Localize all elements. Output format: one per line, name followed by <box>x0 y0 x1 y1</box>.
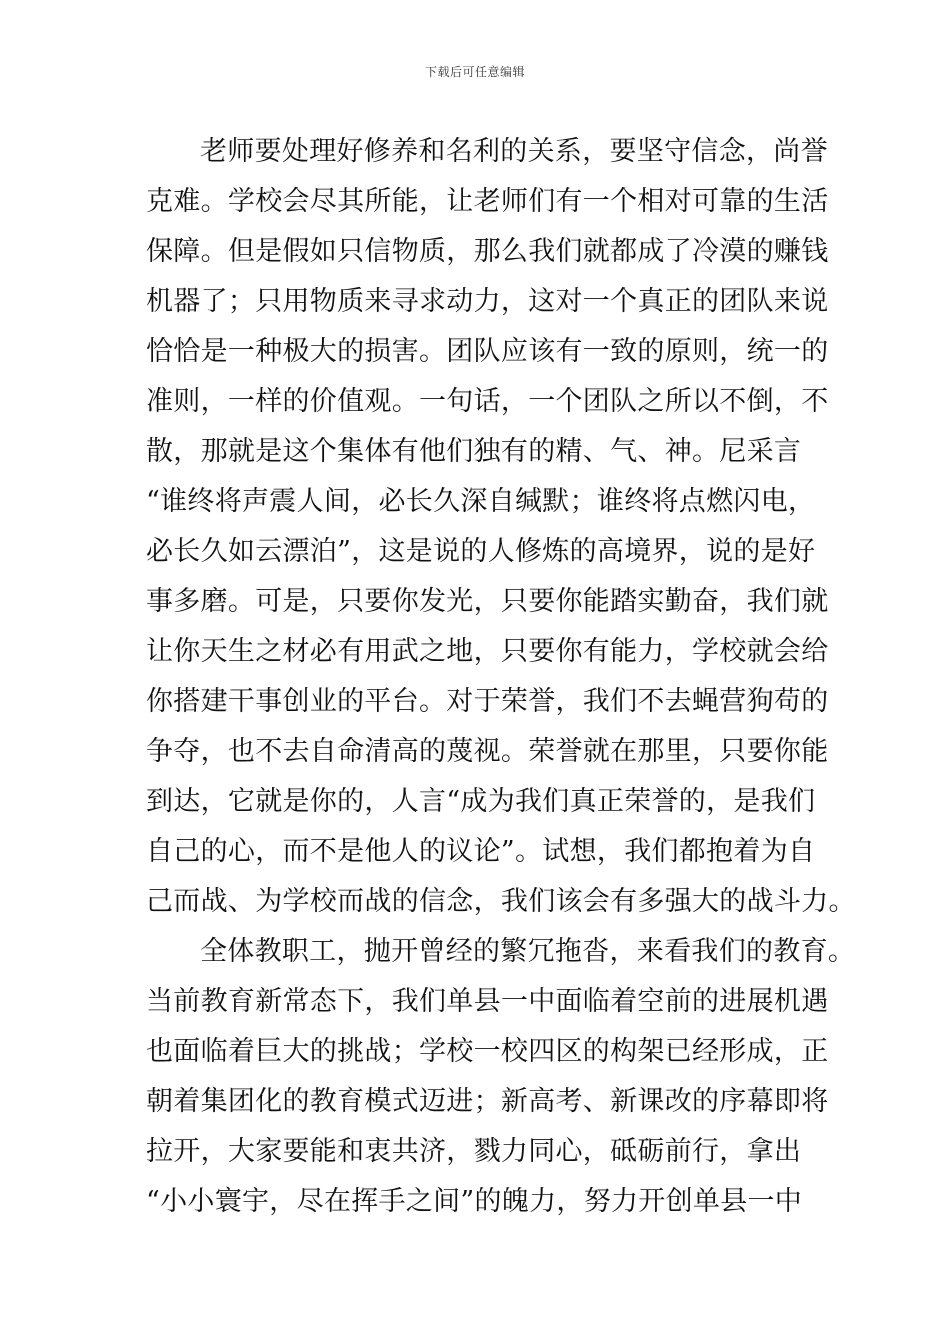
paragraph-line: 拉开，大家要能和衷共济，戮力同心，砥砺前行，拿出 <box>146 1136 802 1167</box>
paragraph-line: 恰恰是一种极大的损害。团队应该有一致的原则，统一的 <box>146 336 829 367</box>
paragraph-line: “谁终将声震人间，必长久深自缄默；谁终将点燃闪电， <box>146 486 816 517</box>
paragraph-line: 克难。学校会尽其所能，让老师们有一个相对可靠的生活 <box>146 186 829 217</box>
paragraph-line: 老师要处理好修养和名利的关系，要坚守信念，尚誉 <box>200 136 828 167</box>
paragraph-line: 事多磨。可是，只要你发光，只要你能踏实勤奋，我们就 <box>146 586 829 617</box>
paragraph-line: 当前教育新常态下，我们单县一中面临着空前的进展机遇 <box>146 986 829 1017</box>
page-header: 下载后可任意编辑 <box>424 65 525 79</box>
paragraph-line: 让你天生之材必有用武之地，只要你有能力，学校就会给 <box>146 636 829 667</box>
paragraph-line: 也面临着巨大的挑战；学校一校四区的构架已经形成，正 <box>146 1036 829 1067</box>
paragraph-line: 机器了；只用物质来寻求动力，这对一个真正的团队来说 <box>146 286 829 317</box>
paragraph-line: 己而战、为学校而战的信念，我们该会有多强大的战斗力。 <box>146 886 856 917</box>
paragraph-line: 你搭建干事创业的平台。对于荣誉，我们不去蝇营狗苟的 <box>146 686 829 717</box>
paragraph-line: 朝着集团化的教育模式迈进；新高考、新课改的序幕即将 <box>146 1086 829 1117</box>
paragraph-line: 必长久如云漂泊”，这是说的人修炼的高境界，说的是好 <box>146 536 816 567</box>
paragraph-line: 争夺，也不去自命清高的蔑视。荣誉就在那里，只要你能 <box>146 736 829 767</box>
paragraph-line: 准则，一样的价值观。一句话，一个团队之所以不倒，不 <box>146 386 829 417</box>
paragraph-1 <box>146 127 856 927</box>
paragraph-line: 到达，它就是你的，人言“成为我们真正荣誉的，是我们 <box>146 786 816 817</box>
paragraph-2 <box>146 927 856 1227</box>
document-body <box>146 127 856 1227</box>
paragraph-line: 散，那就是这个集体有他们独有的精、气、神。尼采言 <box>146 436 802 467</box>
paragraph-line: 自己的心，而不是他人的议论”。试想，我们都抱着为自 <box>146 836 816 867</box>
paragraph-line: 保障。但是假如只信物质，那么我们就都成了冷漠的赚钱 <box>146 236 829 267</box>
paragraph-line: 全体教职工，抛开曾经的繁冗拖沓，来看我们的教育。 <box>200 936 856 967</box>
paragraph-line: “小小寰宇，尽在挥手之间”的魄力，努力开创单县一中 <box>146 1186 803 1217</box>
